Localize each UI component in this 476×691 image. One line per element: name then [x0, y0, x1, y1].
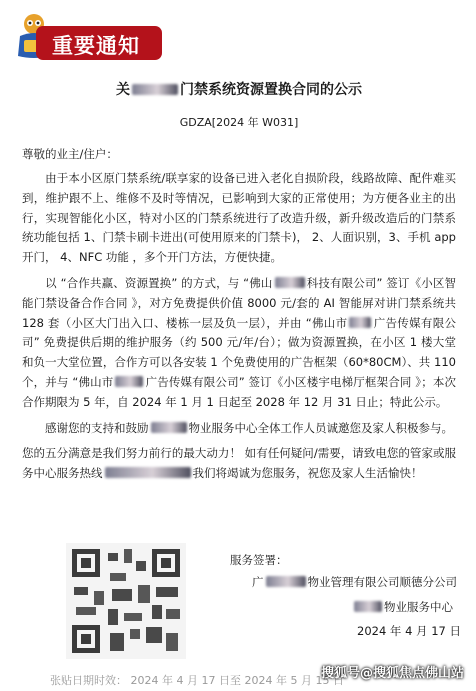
paragraph-2-part-c: 广告传媒有限公司” 免费提供后期的维护服务（约 500 元/年/台）；做为资源置换，在小区 1 楼大堂和负一大堂位置，合作方可以各安装 1 个免费使用的广告框架（60*80CM）、共 110 个，并与 “佛山市: [22, 315, 456, 389]
paragraph-2: [22, 274, 456, 413]
redacted-property-name: [151, 422, 187, 433]
watermark: 搜狐号@搜狐焦点佛山站: [320, 666, 464, 681]
redacted-signature-company: [266, 576, 306, 587]
signature-section: [22, 543, 461, 669]
title-suffix: 门禁系统资源置换合同的公示: [180, 82, 362, 98]
redacted-title-name: [132, 84, 178, 95]
redacted-company-1: [275, 277, 305, 288]
title-prefix: 关: [116, 82, 130, 98]
qr-code-image: [66, 543, 186, 659]
paragraph-1-text: 由于本小区原门禁系统/联享家的设备已进入老化自损阶段，线路故障、配件难买到，维护跟不上、维修不及时等情况，已影响到大家的正常使用；为方便各业主的出行，实现智能化小区，特对小区的门禁系统进行了改造升级，新升级改造后的门禁系统功能包括 1、门禁卡刷卡进出(可使用原来的门禁卡)， 2、人面识别，3、手机 app 开门， 4、NFC 功能 ，多个开门方法，方便快捷。: [22, 171, 456, 265]
paragraph-4-part-b: 我们将竭诚为您服务，祝您及家人生活愉快！: [192, 466, 423, 481]
paragraph-3-part-b: 物业服务中心全体工作人员诚邀您及家人积极参与。: [188, 420, 453, 435]
signature-center-label: 物业服务中心: [384, 600, 453, 614]
signature-date: 2024 年 4 月 17 日: [357, 624, 461, 638]
paragraph-2-part-a: 以 “合作共赢、资源置换” 的方式，与 “佛山: [45, 275, 273, 290]
notice-content: [22, 78, 461, 638]
redacted-center-name: [354, 601, 382, 612]
signature-company-suffix: 物业管理有限公司顺德分公司: [307, 575, 457, 589]
signature-company-prefix: 广: [252, 575, 264, 589]
document-code: GDZA[2024 年 W031]: [179, 116, 299, 129]
notice-title: [22, 78, 456, 102]
important-notice-banner: [14, 12, 162, 60]
signature-center: [352, 598, 453, 616]
banner-text: 重要通知: [52, 34, 140, 58]
greeting: 尊敬的业主/住户：: [22, 147, 118, 161]
signature-title: 服务签署：: [230, 553, 288, 567]
paragraph-2-part-d: 广告传媒有限公司” 签订《小区楼宇电梯厅框架合同 》；本次合作期限为 5 年，自 2024 年 1 月 1 日起至 2028 年 12 月 31 日止；特此公示。: [22, 374, 456, 409]
paragraph-4-part-a: 您的五分满意是我们努力前行的最大动力！ 如有任何疑问/需要，请致电您的管家或服务中心服务热线: [22, 446, 456, 481]
posting-period: 张贴日期时效： 2024 年 4 月 17 日至 2024 年 5 月 15 日: [50, 674, 344, 687]
redacted-hotline: [105, 467, 191, 478]
paragraph-1: [22, 169, 456, 268]
paragraph-2-part-b: 科技有限公司” 签订《小区智能门禁设备合作合同 》，对方免费提供价值 8000 元/套的 AI 智能屏对讲门禁系统共 128 套（小区大门出入口、楼栋一层及负一层），并由 “佛山市: [22, 275, 456, 330]
signature-company: [252, 573, 457, 591]
paragraph-3-part-a: 感谢您的支持和鼓励: [45, 420, 149, 435]
redacted-company-2: [349, 317, 371, 328]
paragraph-4: [22, 444, 456, 484]
paragraph-3: [22, 419, 456, 439]
redacted-company-3: [115, 376, 143, 387]
